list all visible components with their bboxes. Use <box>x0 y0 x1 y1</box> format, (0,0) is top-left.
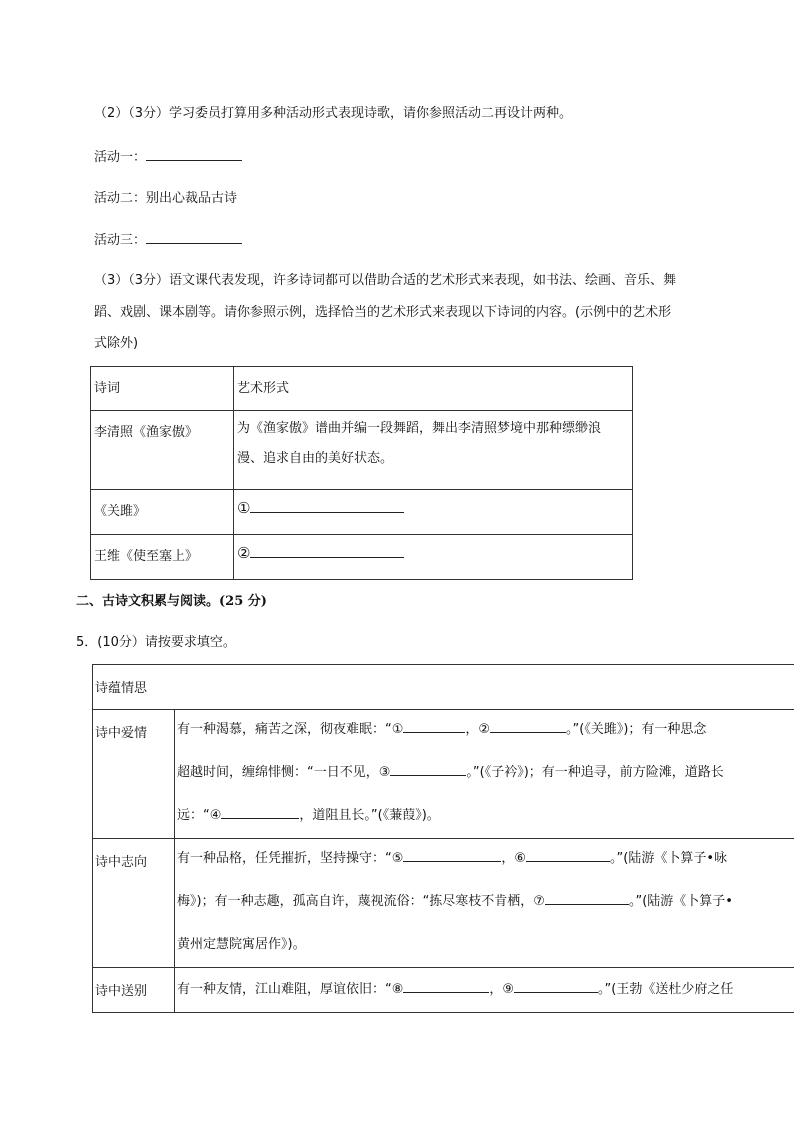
blank-3[interactable] <box>390 761 466 776</box>
mark-2: ② <box>237 544 251 562</box>
poem-fill-table <box>92 664 794 1013</box>
mark-1: ① <box>237 499 251 517</box>
row1-form-line1: 为《渔家傲》谱曲并编一段舞蹈，舞出李清照梦境中那种缥缈浪 <box>237 421 602 436</box>
will-l1-text-a: 有一种品格，任凭摧折，坚持操守：“⑤ <box>177 851 404 866</box>
will-l1-text-b: ，⑥ <box>501 851 527 866</box>
activity-one <box>94 146 242 165</box>
question-4-3-line3: 式除外) <box>94 336 139 351</box>
table1-row2-poem: 《关雎》 <box>91 490 234 535</box>
activity-one-label: 活动一： <box>94 150 147 165</box>
activity-one-blank[interactable] <box>146 146 242 161</box>
activity-three-label: 活动三： <box>94 233 147 248</box>
table1-row1-form <box>234 411 633 490</box>
will-l1-text-c: 。”(陆游《卜算子•咏 <box>610 851 728 866</box>
table1-header-poem: 诗词 <box>91 367 234 411</box>
blank-8[interactable] <box>403 978 489 993</box>
blank-1[interactable] <box>403 718 465 733</box>
farewell-l1-text-c: 。”(王勃《送杜少府之任 <box>598 982 734 997</box>
will-label: 诗中志向 <box>93 839 175 968</box>
blank-4[interactable] <box>221 804 299 819</box>
activity-two: 活动二：别出心裁品古诗 <box>94 191 238 206</box>
table1-row3-poem: 王维《使至塞上》 <box>91 535 234 580</box>
blank-9[interactable] <box>514 978 598 993</box>
activity-three-blank[interactable] <box>146 229 242 244</box>
farewell-content <box>175 968 794 1013</box>
row2-answer-blank[interactable] <box>250 498 404 513</box>
question-4-3-line2: 蹈、戏剧、课本剧等。请你参照示例，选择恰当的艺术形式来表现以下诗词的内容。(示例中的艺术形 <box>94 305 672 320</box>
love-l3-text-a: 远：“④ <box>177 808 222 823</box>
will-l2-text-a: 梅》)；有一种志趣，孤高自许，蔑视流俗：“拣尽寒枝不肯栖，⑦ <box>177 894 545 909</box>
will-line1 <box>177 839 794 881</box>
farewell-l1-text-b: ，⑨ <box>489 982 515 997</box>
love-content <box>175 710 794 839</box>
will-line2 <box>177 880 794 923</box>
love-l2-text-b: 。”(《子衿》)；有一种追寻，前方险滩，道路长 <box>466 765 724 780</box>
love-l1-text-a: 有一种渴慕，痛苦之深，彻夜难眠：“① <box>177 722 404 737</box>
question-4-3-line1: （3）（3分）语文课代表发现，许多诗词都可以借助合适的艺术形式来表现，如书法、绘画、音乐、舞 <box>94 273 677 288</box>
blank-7[interactable] <box>545 890 629 905</box>
section-2-heading: 二、古诗文积累与阅读。(25 分) <box>76 594 267 609</box>
table1-row2-form <box>234 490 633 535</box>
blank-5[interactable] <box>403 847 501 862</box>
blank-6[interactable] <box>526 847 610 862</box>
love-l1-text-b: ，② <box>465 722 491 737</box>
table1-row1-poem: 李清照《渔家傲》 <box>91 411 234 490</box>
row3-answer-blank[interactable] <box>250 543 404 558</box>
will-line3: 黄州定慧院寓居作》)。 <box>177 937 306 952</box>
love-l2-text-a: 超越时间，缠绵悱恻：“一日不见，③ <box>177 765 391 780</box>
table1-header-form: 艺术形式 <box>234 367 633 411</box>
farewell-l1-text-a: 有一种友情，江山难阻，厚谊依旧：“⑧ <box>177 982 404 997</box>
blank-2[interactable] <box>490 718 566 733</box>
love-line1 <box>177 710 794 752</box>
love-line2 <box>177 751 794 794</box>
farewell-line1 <box>177 968 794 1011</box>
farewell-label: 诗中送别 <box>93 968 175 1013</box>
row1-form-line2: 漫、追求自由的美好状态。 <box>237 451 394 466</box>
question-4-2: （2）（3分）学习委员打算用多种活动形式表现诗歌，请你参照活动二再设计两种。 <box>94 106 573 121</box>
table1-row3-form <box>234 535 633 580</box>
table2-header: 诗蕴情思 <box>93 665 794 710</box>
love-l3-text-b: ，道阻且长。”(《蒹葭》)。 <box>299 808 440 823</box>
activity-three <box>94 229 242 248</box>
love-label: 诗中爱情 <box>93 710 175 839</box>
will-l2-text-b: 。”(陆游《卜算子• <box>628 894 733 909</box>
love-l1-text-c: 。”(《关雎》)；有一种思念 <box>566 722 707 737</box>
art-form-table <box>90 366 633 580</box>
will-content <box>175 839 794 968</box>
love-line3 <box>177 794 794 837</box>
question-5-title: 5．(10分）请按要求填空。 <box>76 635 236 650</box>
